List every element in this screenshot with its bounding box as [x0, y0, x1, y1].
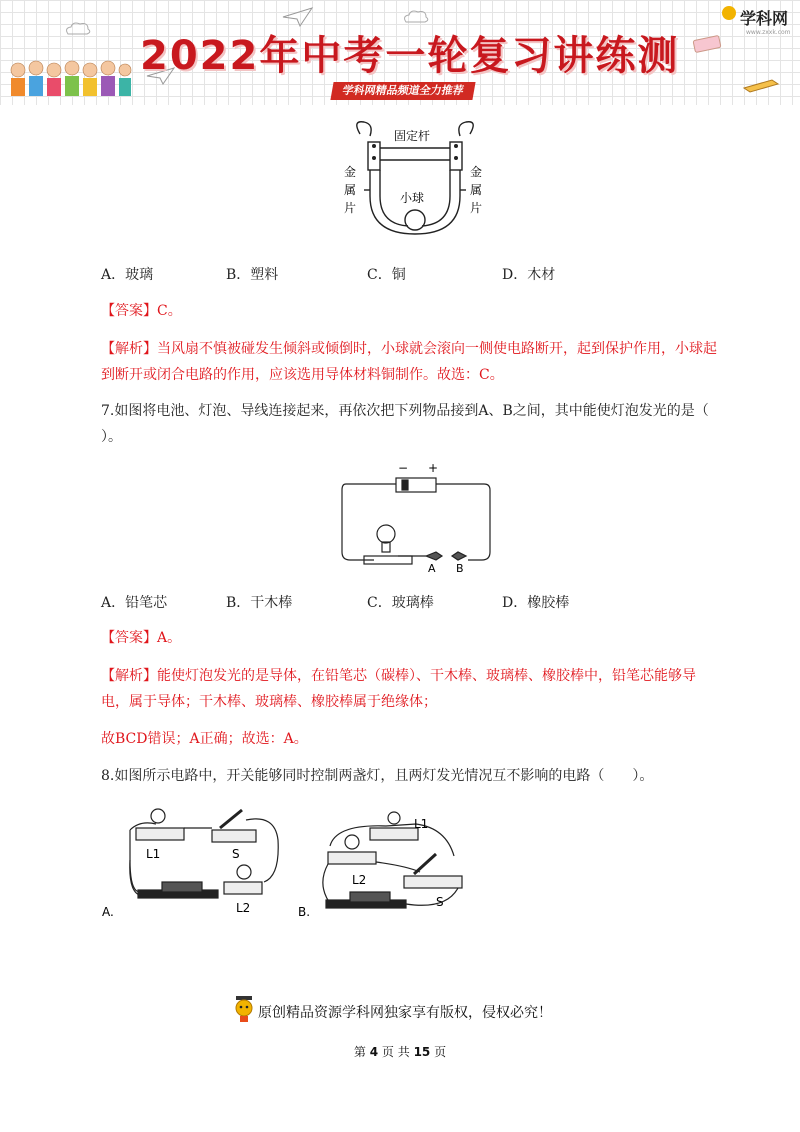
- q7-option-d: D．橡胶棒: [502, 595, 570, 611]
- page-mid: 页 共: [381, 1045, 410, 1059]
- page-current: 4: [369, 1045, 379, 1059]
- q7-answer: 【答案】A。: [101, 630, 182, 646]
- logo-name: 学科网: [740, 9, 789, 28]
- copyright-notice: 原创精品资源学科网独家享有版权，侵权必究！: [258, 1005, 552, 1021]
- q7-analysis-line3: 故BCD错误；A正确；故选：A。: [101, 731, 308, 747]
- page-number: [0, 1043, 800, 1060]
- option-a-label: A.: [102, 905, 114, 919]
- q7-option-a: A．铅笔芯: [101, 595, 168, 611]
- cloud-icon: [402, 8, 430, 24]
- battery-plus-label: +: [428, 461, 439, 475]
- q6-option-a: A．玻璃: [101, 267, 154, 283]
- cloud-icon: [64, 20, 92, 36]
- q6-analysis-line2: 到断开或闭合电路的作用，应该选用导体材料铜制作。故选：C。: [101, 367, 504, 383]
- right-metal-label: 金属片: [470, 165, 483, 215]
- fixed-rod-label: 固定杆: [394, 129, 431, 143]
- logo-icon: [722, 6, 736, 20]
- ball-label: 小球: [400, 191, 425, 205]
- q6-option-b: B．塑料: [226, 267, 279, 283]
- header-title: 2022年中考一轮复习讲练测: [140, 33, 680, 79]
- terminal-a-label: A: [428, 562, 436, 575]
- q7-option-b: B．干木棒: [226, 595, 293, 611]
- q7-option-c: C．玻璃棒: [367, 595, 434, 611]
- children-illustration: [8, 60, 134, 100]
- page-header: [0, 0, 800, 105]
- fig-a-switch-label: S: [232, 847, 240, 861]
- tilt-switch-figure: [330, 116, 500, 248]
- page-suffix: 页: [434, 1045, 447, 1059]
- fig-a-l2-label: L2: [236, 901, 251, 915]
- battery-minus-label: −: [398, 461, 409, 475]
- page-total: 15: [413, 1045, 431, 1059]
- left-metal-label: 金属片: [344, 165, 357, 215]
- page-prefix: 第: [353, 1045, 366, 1059]
- eraser-icon: [690, 34, 726, 54]
- site-logo[interactable]: [722, 6, 791, 36]
- logo-url: www.zxxk.com: [746, 29, 791, 36]
- q7-stem-line2: ）。: [101, 429, 122, 445]
- fig-b-l2-label: L2: [352, 873, 367, 887]
- q6-analysis-line1: 【解析】当风扇不慎被碰发生倾斜或倾倒时，小球就会滚向一侧使电路断开，起到保护作用，小球起: [101, 341, 717, 357]
- q8-stem: 8.如图所示电路中，开关能够同时控制两盏灯，且两灯发光情况互不影响的电路（ ）。: [101, 768, 654, 784]
- q7-stem-line1: 7.如图将电池、灯泡、导线连接起来，再依次把下列物品接到A、B之间，其中能使灯泡发光的是（: [101, 403, 709, 419]
- fig-a-l1-label: L1: [146, 847, 161, 861]
- q7-analysis-line1: 【解析】能使灯泡发光的是导体，在铅笔芯（碳棒）、干木棒、玻璃棒、橡胶棒中，铅笔芯能够导: [101, 668, 696, 684]
- q6-option-d: D．木材: [502, 267, 556, 283]
- terminal-b-label: B: [456, 562, 464, 575]
- fig-b-l1-label: L1: [414, 817, 429, 831]
- header-banner: 学科网精品频道全力推荐: [330, 82, 475, 100]
- q7-analysis-line2: 电，属于导体；干木棒、玻璃棒、橡胶棒属于绝缘体；: [101, 694, 437, 710]
- pencil-icon: [742, 74, 782, 94]
- option-b-label: B.: [298, 905, 311, 919]
- circuit-figure-b: [296, 806, 466, 922]
- mascot-icon: [232, 994, 256, 1024]
- fig-b-switch-label: S: [436, 895, 444, 909]
- bulb-circuit-figure: [338, 458, 494, 576]
- q6-option-c: C．铜: [367, 267, 406, 283]
- q6-answer: 【答案】C。: [101, 303, 182, 319]
- circuit-figure-a: [100, 800, 290, 922]
